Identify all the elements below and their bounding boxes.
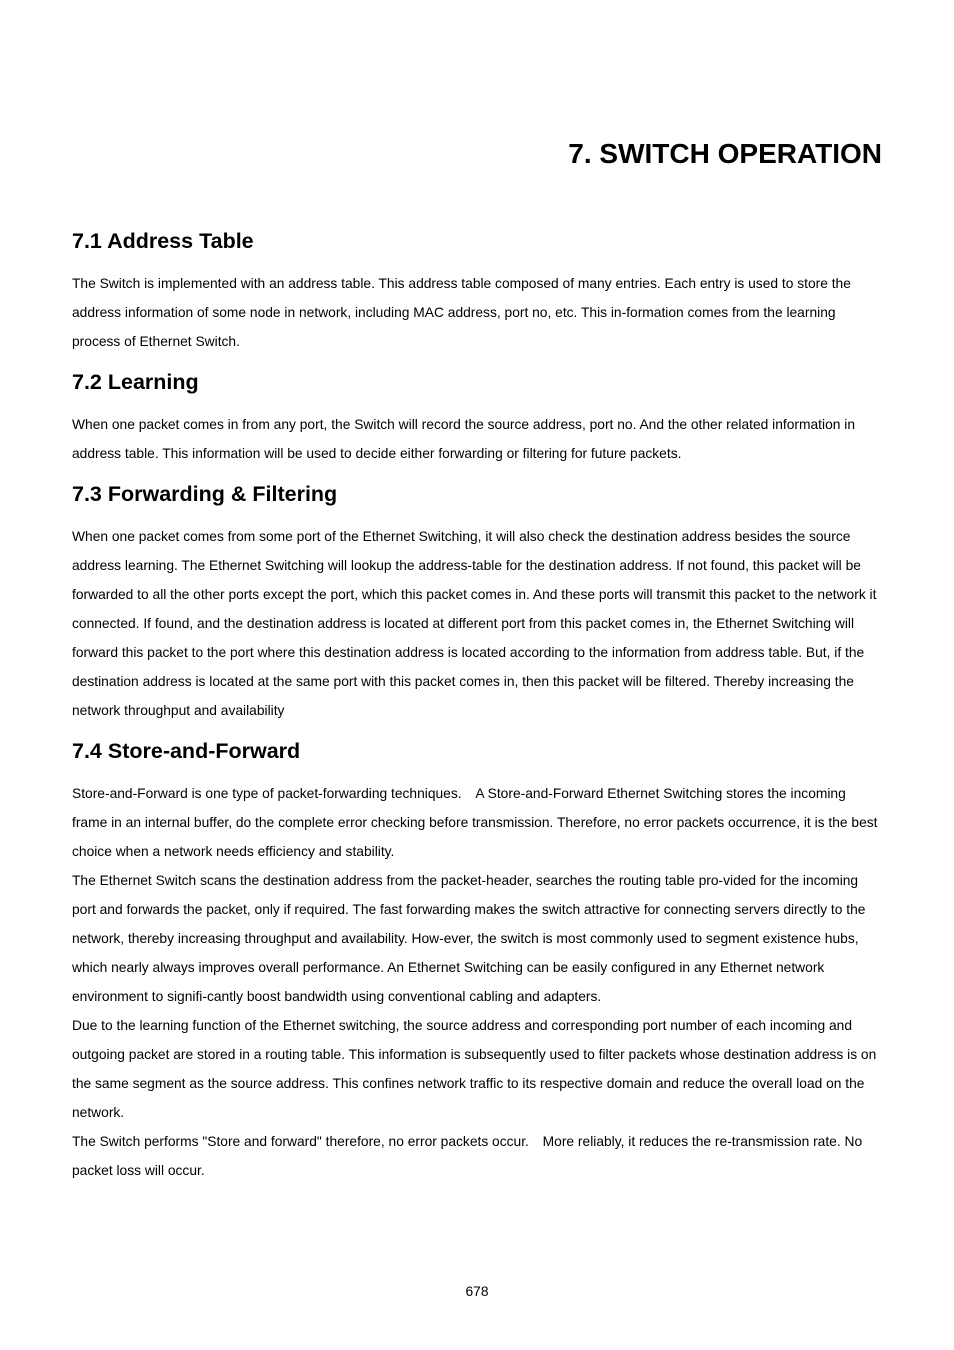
section-heading: 7.3 Forwarding & Filtering bbox=[72, 482, 338, 506]
paragraph: The Switch is implemented with an address table. This address table composed of many entries. Each entry is used to store the address information of some node in network, including MAC address, port no, etc. This in-formation comes from the learning process of Ethernet Switch. bbox=[72, 276, 851, 349]
section-learning bbox=[72, 367, 884, 468]
section-store-and-forward bbox=[72, 736, 884, 1185]
paragraph: The Ethernet Switch scans the destination address from the packet-header, searches the routing table pro-vided for the incoming port and forwards the packet, only if required. The fast forwarding makes the switch attractive for connecting servers directly to the network, thereby increasing throughput and availability. How-ever, the switch is most commonly used to segment existence hubs, which nearly always improves overall performance. An Ethernet Switching can be easily configured in any Ethernet network environment to signifi-cantly boost bandwidth using conventional cabling and adapters. bbox=[72, 873, 866, 1004]
section-body bbox=[72, 779, 884, 1185]
section-body bbox=[72, 522, 884, 725]
section-body bbox=[72, 410, 884, 468]
paragraph: Store-and-Forward is one type of packet-forwarding techniques. A Store-and-Forward Ethernet Switching stores the incoming frame in an internal buffer, do the complete error checking before transmission. Therefore, no error packets occurrence, it is the best choice when a network needs efficiency and stability. bbox=[72, 786, 878, 859]
page-number: 678 bbox=[465, 1284, 489, 1299]
section-heading: 7.1 Address Table bbox=[72, 229, 254, 253]
section-address-table bbox=[72, 226, 884, 356]
section-heading: 7.4 Store-and-Forward bbox=[72, 739, 301, 763]
page-content bbox=[72, 226, 884, 1185]
paragraph: When one packet comes in from any port, the Switch will record the source address, port no. And the other related information in address table. This information will be used to decide either forwarding or filtering for future packets. bbox=[72, 417, 855, 461]
paragraph: The Switch performs "Store and forward" therefore, no error packets occur. More reliably, it reduces the re-transmission rate. No packet loss will occur. bbox=[72, 1134, 863, 1178]
section-body bbox=[72, 269, 884, 356]
chapter-title: 7. SWITCH OPERATION bbox=[568, 138, 882, 169]
section-heading: 7.2 Learning bbox=[72, 370, 199, 394]
section-forwarding-filtering bbox=[72, 479, 884, 725]
paragraph: When one packet comes from some port of the Ethernet Switching, it will also check the destination address besides the source address learning. The Ethernet Switching will lookup the address-table for the destination address. If not found, this packet will be forwarded to all the other ports except the port, which this packet comes in. And these ports will transmit this packet to the network it connected. If found, and the destination address is located at different port from this packet comes in, the Ethernet Switching will forward this packet to the port where this destination address is located according to the information from address table. But, if the destination address is located at the same port with this packet comes in, then this packet will be filtered. Thereby increasing the network throughput and availability bbox=[72, 529, 877, 718]
paragraph: Due to the learning function of the Ethernet switching, the source address and corresponding port number of each incoming and outgoing packet are stored in a routing table. This information is subsequently used to filter packets whose destination address is on the same segment as the source address. This confines network traffic to its respective domain and reduce the overall load on the network. bbox=[72, 1018, 877, 1120]
